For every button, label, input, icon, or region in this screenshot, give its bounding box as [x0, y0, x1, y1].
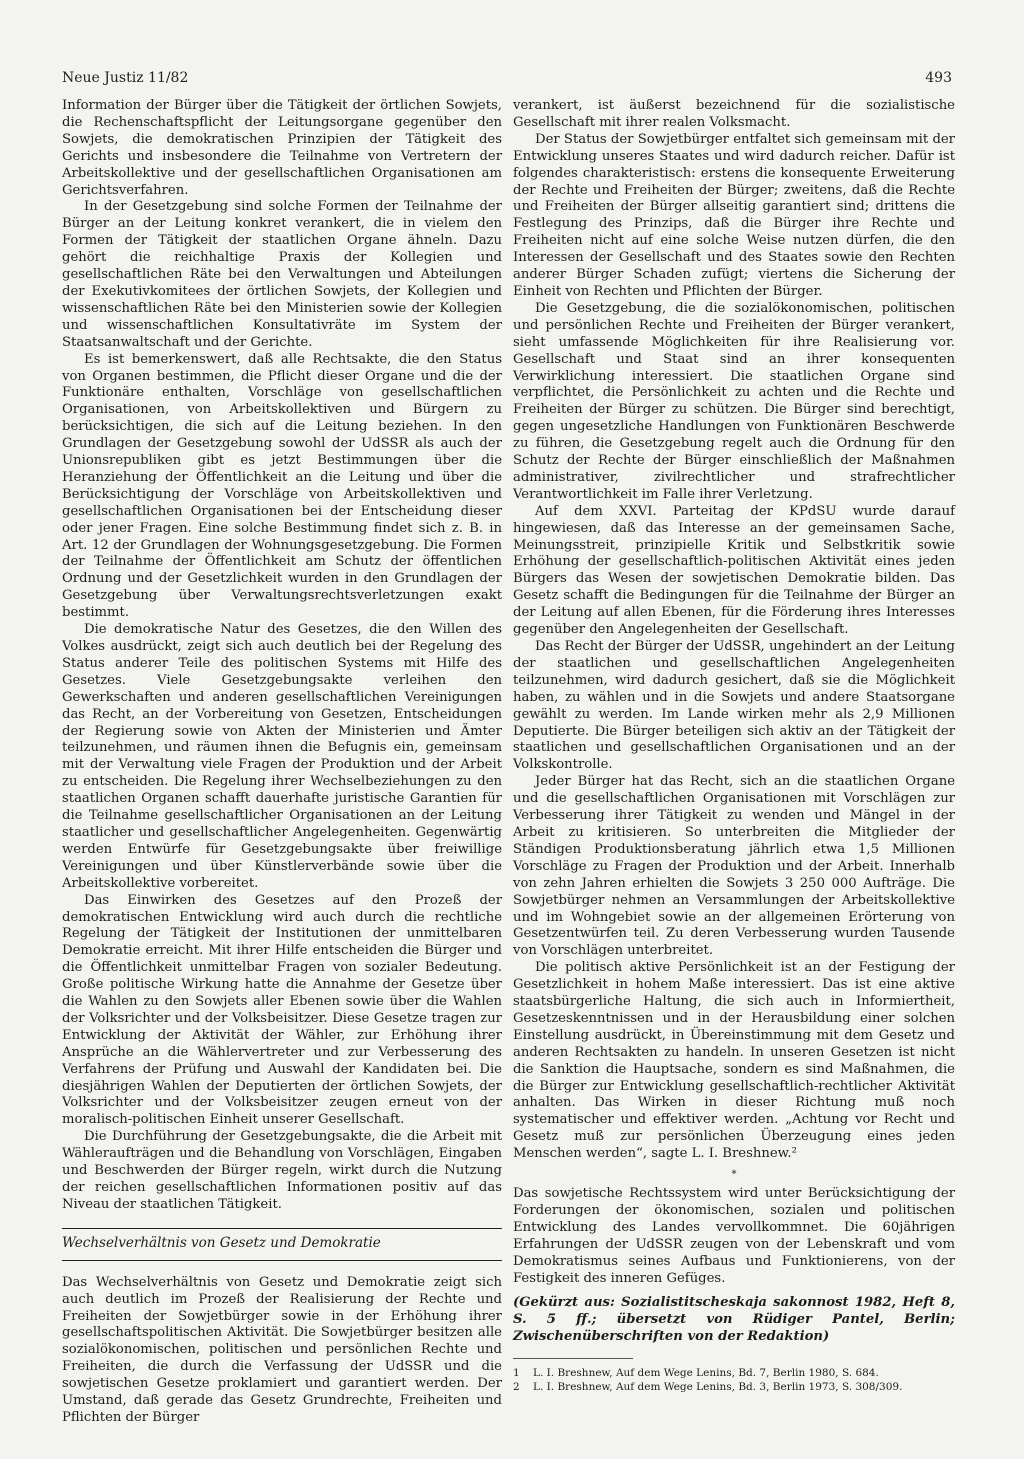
paragraph: verankert, ist äußerst bezeichnend für die sozialistische Gesellschaft mit ihrer realen Volksmacht. — [513, 98, 955, 130]
left-column — [62, 98, 502, 1427]
footnote-text: L. I. Breshnew, Auf dem Wege Lenins, Bd. 7, Berlin 1980, S. 684. — [533, 1367, 879, 1380]
paragraph: Es ist bemerkenswert, daß alle Rechtsakte, die den Status von Organen bestimmen, die Pflicht dieser Organe und die der Funktionäre enthalten, Vorschläge von gesellschaftlichen Organisationen, von Arbeitskollektiven und Bürgern zu berücksichtigen, die sich auf die Leitung beziehen. In den Grundlagen der Gesetzgebung sowohl der UdSSR als auch der Unionsrepubliken gibt es jetzt Bestimmungen über die Heranziehung der Öffentlichkeit an die Leitung und über die Berücksichtigung der Vorschläge von Arbeitskollektiven und gesellschaftlichen Organisationen bei der Entscheidung dieser oder jener Fragen. Eine solche Bestimmung findet sich z. B. in Art. 12 der Grundlagen der Wohnungsgesetzgebung. Die Formen der Teilnahme der Öffentlichkeit am Schutz der öffentlichen Ordnung und der Gesetzlichkeit wurden in den Grundlagen der Gesetzgebung über Verwaltungsrechtsverletzungen exakt bestimmt. — [62, 351, 502, 621]
paragraph: Das Einwirken des Gesetzes auf den Prozeß der demokratischen Entwicklung wird auch durch die rechtliche Regelung der Tätigkeit der Institutionen der unmittelbaren Demokratie erreicht. Mit ihrer Hilfe entscheiden die Bürger und die Öffentlichkeit unmittelbar Fragen von sozialer Bedeutung. Große politische Wirkung hatte die Annahme der Gesetze über die Wahlen zu den Sowjets aller Ebenen sowie über die Wahlen der Volksrichter und der Volksbeisitzer. Diese Gesetze tragen zur Entwicklung der Aktivität der Wähler, zur Erhöhung ihrer Ansprüche an die Wählervertreter und zur Verbesserung des Verfahrens der Prüfung und Auswahl der Kandidaten bei. Die diesjährigen Wahlen der Deputierten der örtlichen Sowjets, der Volksrichter und der Volksbeisitzer zeugen erneut von der moralisch-politischen Einheit unserer Gesellschaft. — [62, 892, 502, 1128]
footnote-text: L. I. Breshnew, Auf dem Wege Lenins, Bd. 3, Berlin 1973, S. 308/309. — [533, 1380, 903, 1393]
paragraph: In der Gesetzgebung sind solche Formen der Teilnahme der Bürger an der Leitung konkret verankert, die in vielem den Formen der Tätigkeit der staatlichen Organe ähneln. Dazu gehört die reichhaltige Praxis der Kollegien und gesellschaftlichen Räte bei den Verwaltungen und Abteilungen der Exekutivkomitees der örtlichen Sowjets, der Kollegien und wissenschaftlichen Räte bei den Ministerien sowie der Kollegien und wissenschaftlichen Konsultativräte im System der Staatsanwaltschaft und der Gerichte. — [62, 199, 502, 350]
footnotes — [513, 1358, 955, 1394]
footnote-number: 1 — [513, 1367, 520, 1380]
footnote — [513, 1381, 955, 1395]
paragraph: Information der Bürger über die Tätigkeit der örtlichen Sowjets, die Rechenschaftspflicht der Leitungsorgane gegenüber den Sowjets, die demokratischen Prinzipien der Tätigkeit des Gerichts und insbesondere die Teilnahme von Vertretern der Arbeitskollektive und der gesellschaftlichen Organisationen am Gerichtsverfahren. — [62, 98, 502, 198]
paragraph: Das Wechselverhältnis von Gesetz und Demokratie zeigt sich auch deutlich im Prozeß der Realisierung der Rechte und Freiheiten der Sowjetbürger sowie in der Erhöhung ihrer gesellschaftspolitischen Aktivität. Die Sowjetbürger besitzen alle sozialökonomischen, politischen und persönlichen Rechte und Freiheiten, die durch die Verfassung der UdSSR und die sowjetischen Gesetze proklamiert und garantiert werden. Der Umstand, daß gerade das Gesetz Grundrechte, Freiheiten und Pflichten der Bürger — [62, 1274, 502, 1425]
section-separator: * — [731, 1169, 737, 1181]
paragraph: Die Gesetzgebung, die die sozialökonomischen, politischen und persönlichen Rechte und Freiheiten der Bürger verankert, sieht umfassende Möglichkeiten für ihre Realisierung vor. Gesellschaft und Staat sind an ihrer konsequenten Verwirklichung interessiert. Die staatlichen Organe sind verpflichtet, die Persönlichkeit zu achten und die Rechte und Freiheiten der Bürger zu schützen. Die Bürger sind berechtigt, gegen ungesetzliche Handlungen von Funktionären Beschwerde zu führen, die Gesetzgebung regelt auch die Ordnung für den Schutz der Rechte der Bürger einschließlich der Maßnahmen administrativer, zivilrechtlicher und strafrechtlicher Verantwortlichkeit im Falle ihrer Verletzung. — [513, 300, 955, 502]
page-header — [62, 70, 952, 92]
paragraph: Die Durchführung der Gesetzgebungsakte, die die Arbeit mit Wähleraufträgen und die Behandlung von Vorschlägen, Eingaben und Beschwerden der Bürger regeln, wirkt durch die Nutzung der reichen gesellschaftlichen Informationen positiv auf das Niveau der staatlichen Tätigkeit. — [62, 1129, 502, 1212]
footnote-rule — [513, 1358, 633, 1367]
closing-paragraph: Das sowjetische Rechtssystem wird unter Berücksichtigung der Forderungen der ökonomischen, sozialen und politischen Entwicklung des Landes vervollkommnet. Die 60jährigen Erfahrungen der UdSSR zeugen von der Lebenskraft und vom Demokratismus seines Aufbaus und Funktionierens, von der Festigkeit des inneren Gefüges. — [513, 1186, 955, 1286]
page-number: 493 — [925, 70, 952, 86]
footnote — [513, 1367, 955, 1381]
paragraph: Das Recht der Bürger der UdSSR, ungehindert an der Leitung der staatlichen und gesellschaftlichen Angelegenheiten teilzunehmen, wird dadurch gesichert, daß sie die Möglichkeit haben, zu wählen und in die Sowjets und andere Staatsorgane gewählt zu werden. Im Lande wirken mehr als 2,9 Millionen Deputierte. Die Bürger beteiligen sich aktiv an der Tätigkeit der staatlichen und gesellschaftlichen Organisationen und an der Volkskontrolle. — [513, 639, 955, 773]
paragraph: Auf dem XXVI. Parteitag der KPdSU wurde darauf hingewiesen, daß das Interesse an der gemeinsamen Sache, Meinungsstreit, prinzipielle Kritik und Selbstkritik sowie Erhöhung der gesellschaftlich-politischen Aktivität eines jeden Bürgers das Wesen der sowjetischen Demokratie bilden. Das Gesetz schafft die Bedingungen für die Teilnahme der Bürger an der Leitung auf allen Ebenen, für die Förderung ihres Interesses gegenüber den Angelegenheiten der Gesellschaft. — [513, 503, 955, 638]
journal-title: Neue Justiz 11/82 — [62, 70, 189, 86]
paragraph: Die demokratische Natur des Gesetzes, die den Willen des Volkes ausdrückt, zeigt sich auch deutlich bei der Regelung des Status anderer Teile des politischen Systems mit Hilfe des Gesetzes. Viele Gesetzgebungsakte verleihen den Gewerkschaften und anderen gesellschaftlichen Vereinigungen das Recht, an der Vorbereitung von Gesetzen, Entscheidungen der Regierung sowie von Akten der Ministerien und Ämter teilzunehmen, und räumen ihnen die Befugnis ein, gemeinsam mit der Verwaltung viele Fragen der Produktion und der Arbeit zu entscheiden. Die Regelung ihrer Wechselbeziehungen zu den staatlichen Organen schafft dauerhafte juristische Garantien für die Teilnahme gesellschaftlicher Organisationen an der Leitung staatlicher und gesellschaftlicher Angelegenheiten. Gegenwärtig werden Entwürfe für Gesetzgebungsakte über freiwillige Vereinigungen und über Künstlerverbände sowie über die Arbeitskollektive vorbereitet. — [62, 622, 502, 891]
paragraph: Der Status der Sowjetbürger entfaltet sich gemeinsam mit der Entwicklung unseres Staates und wird dadurch reicher. Dafür ist folgendes charakteristisch: erstens die konsequente Erweiterung der Rechte und Freiheiten der Bürger; zweitens, daß die Rechte und Freiheiten der Bürger allseitig garantiert sind; drittens die Festlegung des Prinzips, daß die Bürger ihre Rechte und Freiheiten nicht auf eine solche Weise nutzen dürfen, die den Interessen der Gesellschaft und des Staates sowie den Rechten anderer Bürger Schaden zufügt; viertens die Sicherung der Einheit von Rechten und Pflichten der Bürger. — [513, 131, 955, 299]
paragraph: Die politisch aktive Persönlichkeit ist an der Festigung der Gesetzlichkeit in hohem Maße interessiert. Das ist eine aktive staatsbürgerliche Haltung, die sich auch in Informiertheit, Gesetzeskenntnissen und in der Herausbildung einer solchen Einstellung ausdrückt, in Übereinstimmung mit dem Gesetz und anderen Rechtsakten zu handeln. In unseren Gesetzen ist nicht die Sanktion die Hauptsache, sondern es sind Maßnahmen, die die Bürger zur Entwicklung gesellschaftlich-rechtlicher Aktivität anhalten. Das Wirken in dieser Richtung muß noch systematischer und effektiver werden. „Achtung vor Recht und Gesetz muß zur persönlichen Überzeugung eines jeden Menschen werden“, sagte L. I. Breshnew.² — [513, 960, 955, 1162]
paragraph: Jeder Bürger hat das Recht, sich an die staatlichen Organe und die gesellschaftlichen Organisationen mit Vorschlägen zur Verbesserung ihrer Tätigkeit zu wenden und Mängel in der Arbeit zu kritisieren. So unterbreiten die Mitglieder der Ständigen Produktionsberatung jährlich etwa 1,5 Millionen Vorschläge zu Fragen der Produktion und der Arbeit. Innerhalb von zehn Jahren erhielten die Sowjets 3 250 000 Aufträge. Die Sowjetbürger nehmen an Versammlungen der Arbeitskollektive und im Wohngebiet sowie an der allgemeinen Erörterung von Gesetzentwürfen teil. Zu deren Verbesserung wurden Tausende von Vorschlägen unterbreitet. — [513, 774, 955, 959]
source-note: (Gekürzt aus: Sozialistitscheskaja sakonnost 1982, Heft 8, S. 5 ff.; übersetzt von Rüdiger Pantel, Berlin; Zwischenüberschriften von der Redaktion) — [513, 1295, 955, 1345]
right-column — [513, 98, 955, 1394]
footnote-number: 2 — [513, 1380, 520, 1393]
section-subheading: Wechselverhältnis von Gesetz und Demokratie — [62, 1228, 502, 1261]
